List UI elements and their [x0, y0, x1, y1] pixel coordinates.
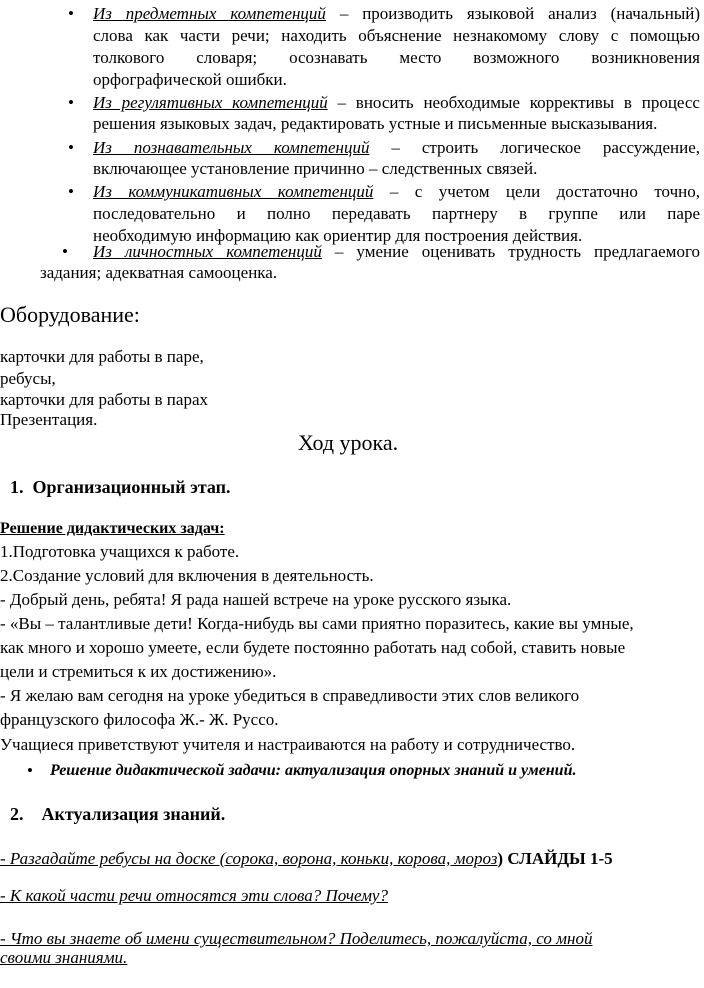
list-item: Из личностных компетенций – умение оценивать трудность предлагаемого [93, 242, 700, 261]
list-item-line: включающее установление причинно – следственных связей. [93, 159, 538, 178]
list-item: Из познавательных компетенций – строить логическое рассуждение, [93, 138, 700, 157]
bullet-icon: • [27, 761, 33, 780]
paragraph-line: французского философа Ж.- Ж. Руссо. [0, 710, 279, 729]
question-3: - Что вы знаете об имени существительном? Поделитесь, пожалуйста, со мной [0, 929, 593, 948]
paragraph-line: - Добрый день, ребята! Я рада нашей встрече на уроке русского языка. [0, 590, 512, 609]
bullet-icon: • [68, 93, 74, 112]
stage-1-heading: 1. Организационный этап. [10, 477, 231, 497]
list-item: Из предметных компетенций – производить языковой анализ (начальный) [93, 4, 701, 23]
question-1: - Разгадайте ребусы на доске (сорока, ворона, коньки, корова, мороз) СЛАЙДЫ 1-5 [0, 849, 613, 868]
stage-2-heading: 2. Актуализация знаний. [10, 804, 226, 824]
paragraph-line: - Я желаю вам сегодня на уроке убедиться в справедливости этих слов великого [0, 686, 580, 705]
list-item-line: решения языковых задач, редактировать устные и письменные высказывания. [93, 114, 658, 133]
paragraph-line: как много и хорошо умеете, если будете постоянно работать над собой, ставить новые [0, 638, 626, 657]
paragraph-line: 2.Создание условий для включения в деятельность. [0, 566, 374, 585]
equipment-item: карточки для работы в паре, [0, 347, 204, 366]
equipment-item: карточки для работы в парах [0, 390, 208, 409]
tasks-heading: Решение дидактических задач: [0, 520, 225, 537]
question-2: - К какой части речи относятся эти слова? Почему? [0, 886, 388, 905]
bullet-icon: • [62, 242, 68, 261]
question-3-line-2: своими знаниями. [0, 948, 128, 967]
list-item-line: слова как части речи; находить объяснение незнакомому слову с помощью [93, 26, 700, 45]
paragraph-line: 1.Подготовка учащихся к работе. [0, 542, 240, 561]
equipment-item: Презентация. [0, 410, 98, 429]
equipment-item: ребусы, [0, 369, 56, 388]
list-item-line: необходимую информацию как ориентир для построения действия. [93, 226, 583, 245]
lesson-title: Ход урока. [298, 430, 399, 455]
bullet-icon: • [68, 182, 74, 201]
bullet-icon: • [68, 138, 74, 157]
bullet-task: Решение дидактической задачи: актуализация опорных знаний и умений. [50, 762, 577, 779]
paragraph-line: Учащиеся приветствуют учителя и настраиваются на работу и сотрудничество. [0, 735, 576, 754]
list-item: Из регулятивных компетенций – вносить необходимые коррективы в процесс [93, 93, 700, 112]
list-item-line: толкового словаря; осознавать место возможного возникновения [93, 48, 700, 67]
paragraph-line: цели и стремиться к их достижению». [0, 662, 277, 681]
list-item-line: орфографической ошибки. [93, 70, 287, 89]
bullet-icon: • [68, 4, 74, 23]
list-item: Из коммуникативных компетенций – с учетом цели достаточно точно, [93, 182, 700, 201]
list-item-line: задания; адекватная самооценка. [40, 263, 278, 282]
paragraph-line: - «Вы – талантливые дети! Когда-нибудь вы сами приятно поразитесь, какие вы умные, [0, 614, 634, 633]
equipment-heading: Оборудование: [0, 302, 140, 327]
list-item-line: последовательно и полно передавать партнеру в группе или паре [93, 204, 700, 223]
